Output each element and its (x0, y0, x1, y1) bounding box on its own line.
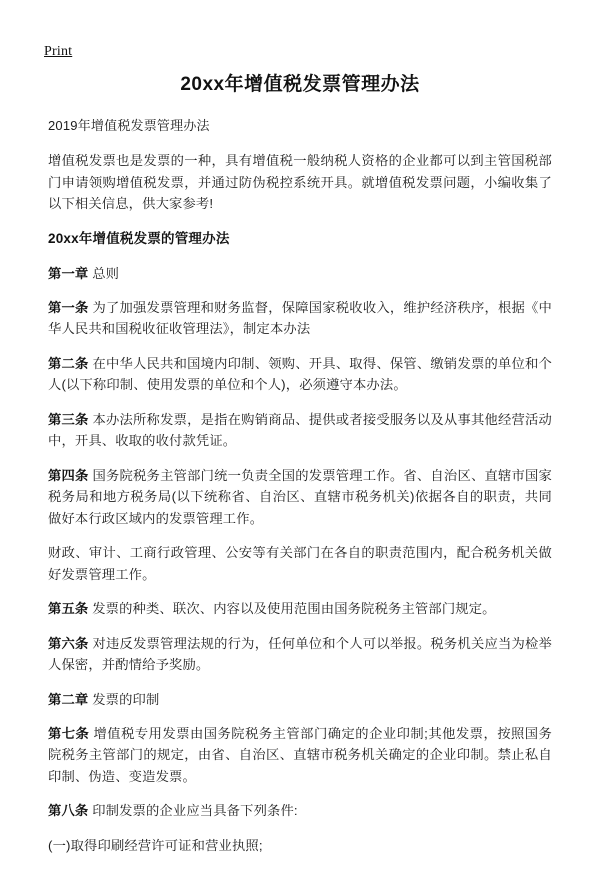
chapter-title: 总则 (92, 265, 120, 281)
article-number: 第三条 (48, 411, 89, 427)
article-6 (48, 633, 552, 676)
article-1 (48, 297, 552, 340)
article-number: 第七条 (48, 725, 90, 741)
article-text: 发票的种类、联次、内容以及使用范围由国务院税务主管部门规定。 (92, 601, 496, 616)
chapter-heading-1 (48, 263, 552, 284)
intro-paragraph: 增值税发票也是发票的一种，具有增值税一般纳税人资格的企业都可以到主管国税部门申请领购增值税发票，并通过防伪税控系统开具。就增值税发票问题，小编收集了以下相关信息，供大家参考! (48, 153, 552, 211)
section-heading: 20xx年增值税发票的管理办法 (48, 230, 230, 246)
list-item: (一)取得印刷经营许可证和营业执照; (48, 837, 263, 853)
article-number: 第二条 (48, 355, 89, 371)
print-button[interactable]: Print (44, 44, 73, 59)
plain-paragraph-1: 财政、审计、工商行政管理、公安等有关部门在各自的职责范围内，配合税务机关做好发票管理工作。 (48, 545, 552, 582)
article-text: 国务院税务主管部门统一负责全国的发票管理工作。省、自治区、直辖市国家税务局和地方税务局(以下统称省、自治区、直辖市税务机关)依据各自的职责，共同做好本行政区域内的发票管理工作。 (48, 467, 552, 526)
article-text: 为了加强发票管理和财务监督，保障国家税收收入，维护经济秩序，根据《中华人民共和国税收征收管理法》，制定本办法 (48, 299, 552, 336)
article-text: 增值税专用发票由国务院税务主管部门确定的企业印制;其他发票，按照国务院税务主管部门的规定，由省、自治区、直辖市税务机关确定的企业印制。禁止私自印制、伪造、变造发票。 (48, 725, 553, 784)
article-number: 第六条 (48, 635, 89, 651)
article-7 (48, 723, 552, 788)
article-number: 第一条 (48, 299, 89, 315)
document-subtitle: 2019年增值税发票管理办法 (48, 118, 210, 133)
article-text: 对违反发票管理法规的行为，任何单位和个人可以举报。税务机关应当为检举人保密，并酌情给予奖励。 (48, 635, 552, 672)
article-number: 第五条 (48, 601, 89, 616)
document-body (48, 72, 552, 869)
article-number: 第四条 (48, 467, 89, 483)
chapter-title: 发票的印制 (92, 691, 160, 707)
article-4 (48, 465, 552, 530)
article-5 (48, 598, 552, 620)
chapter-heading-2 (48, 689, 552, 710)
article-text: 印制发票的企业应当具备下列条件: (92, 803, 298, 818)
article-text: 在中华人民共和国境内印制、领购、开具、取得、保管、缴销发票的单位和个人(以下称印制、使用发票的单位和个人)，必须遵守本办法。 (48, 355, 552, 392)
chapter-label: 第二章 (48, 691, 89, 707)
article-2 (48, 353, 552, 396)
article-3 (48, 409, 552, 452)
chapter-label: 第一章 (48, 265, 89, 281)
page-title: 20xx年增值税发票管理办法 (180, 74, 420, 95)
article-8 (48, 800, 552, 822)
article-text: 本办法所称发票，是指在购销商品、提供或者接受服务以及从事其他经营活动中，开具、收取的收付款凭证。 (48, 411, 552, 448)
article-number: 第八条 (48, 803, 89, 818)
